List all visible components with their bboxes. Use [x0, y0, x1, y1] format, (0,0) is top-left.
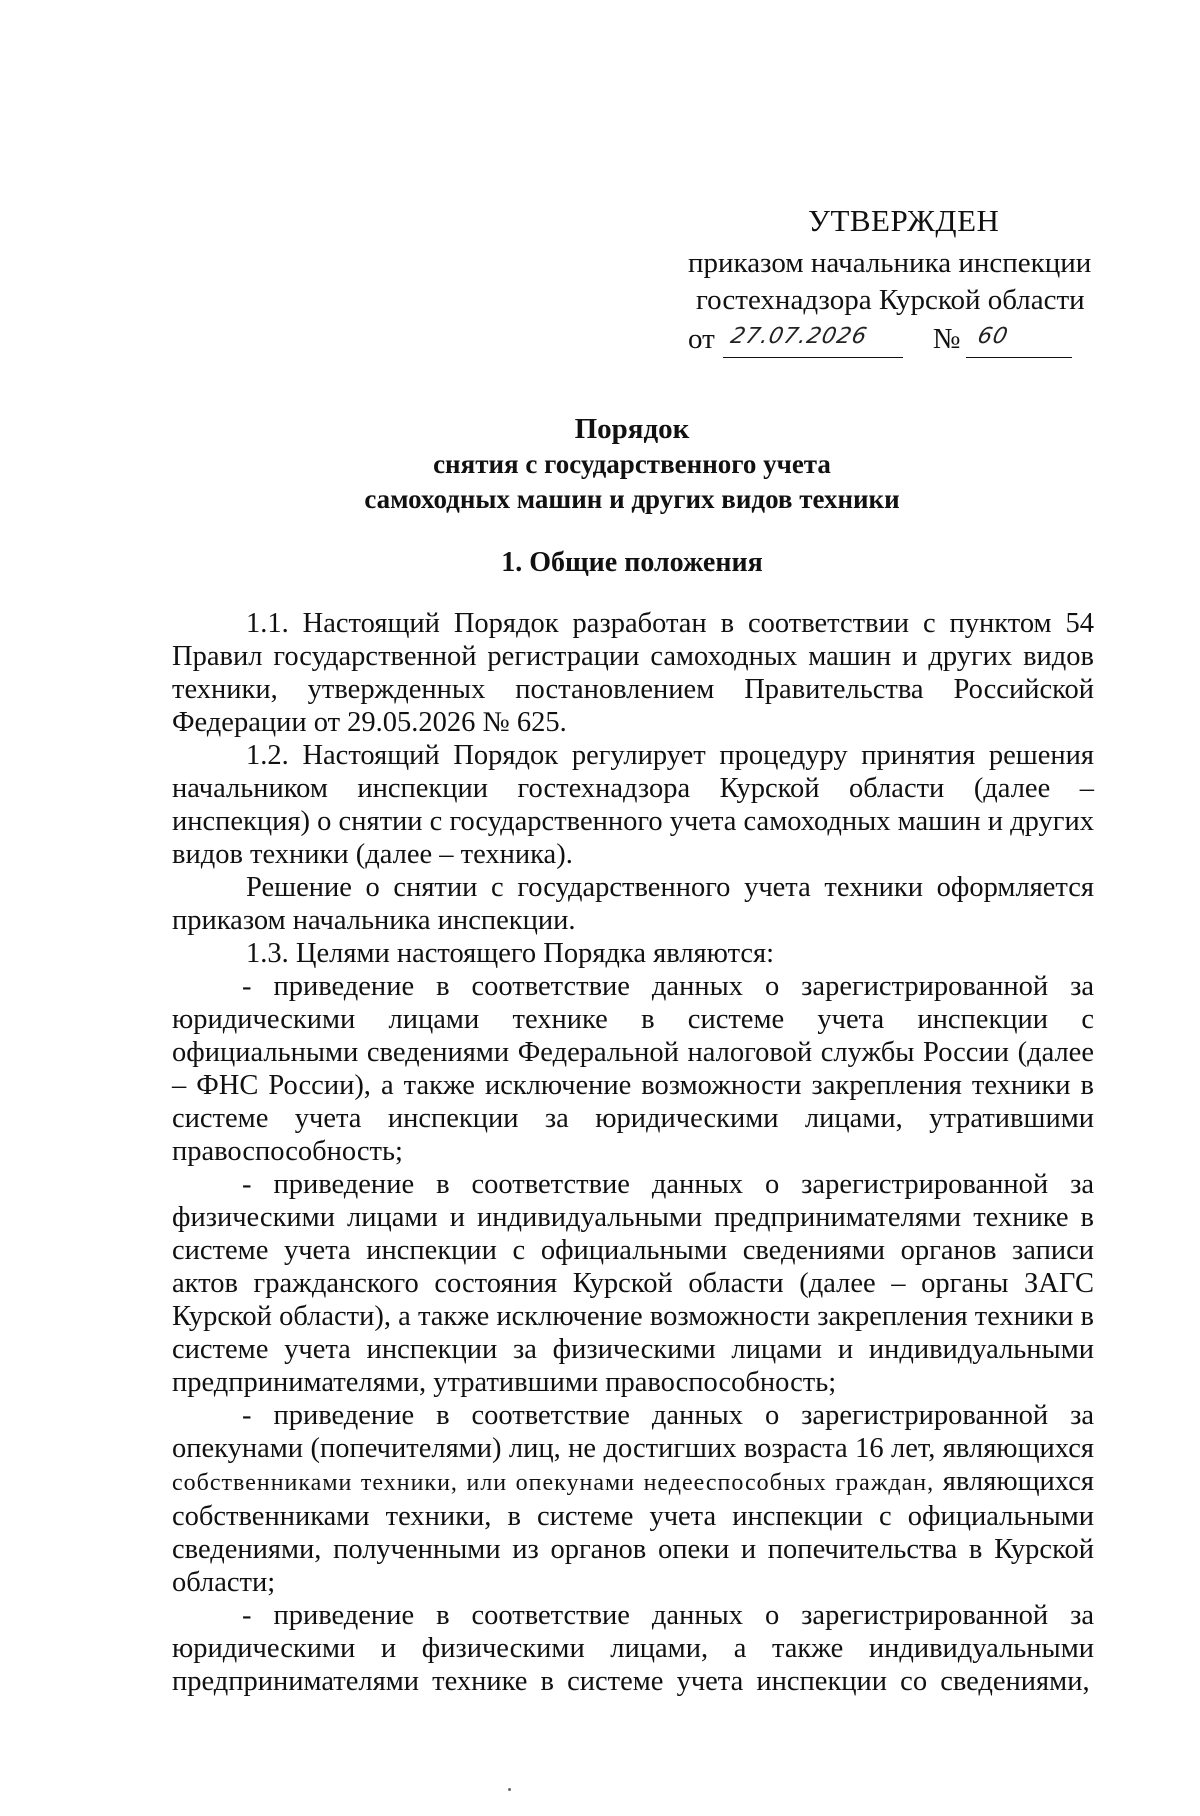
goal-item-3-part-3: являющихся собственниками техники, в системе учета инспекции с официальными сведениями, полученными из органов опеки и попечительства в Курской области;	[172, 1466, 1094, 1598]
paragraph-1-2-decision: Решение о снятии с государственного учета техники оформляется приказом начальника инспекции.	[172, 872, 1094, 936]
document-body	[172, 607, 1094, 1698]
goal-item-1: - приведение в соответствие данных о зарегистрированной за юридическими лицами технике в системе учета инспекции с официальными сведениями Федеральной налоговой службы России (далее – ФНС России), а также исключение возможности закрепления техники в системе учета инспекции за юридическими лицами, утратившими правоспособность;	[172, 971, 1094, 1167]
handwritten-number: 60	[975, 324, 1012, 349]
goal-item-2: - приведение в соответствие данных о зарегистрированной за физическими лицами и индивидуальными предпринимателями технике в системе учета инспекции с официальными сведениями органов записи актов гражданского состояния Курской области (далее – органы ЗАГС Курской области), а также исключение возможности закрепления техники в системе учета инспекции за физическими лицами и индивидуальными предпринимателями, утратившими правоспособность;	[172, 1169, 1094, 1398]
number-sign: №	[932, 323, 961, 355]
goal-item-3-part-1: - приведение в соответствие данных о зарегистрированной за опекунами (попечителями) лиц, не достигших возраста 16 лет, являющихся	[172, 1400, 1094, 1464]
title-line-1: Порядок	[574, 413, 690, 445]
paragraph-1-3: 1.3. Целями настоящего Порядка являются:	[246, 938, 775, 969]
date-field	[723, 324, 903, 358]
title-line-3: самоходных машин и других видов техники	[364, 484, 900, 514]
approval-line-2: гостехнадзора Курской области	[696, 284, 1085, 316]
goal-item-3-part-2: собственниками техники, или опекунами недееспособных граждан,	[172, 1470, 935, 1496]
handwritten-date: 27.07.2026	[728, 324, 870, 349]
approval-date-line	[688, 321, 1090, 358]
number-field	[966, 324, 1072, 358]
scan-speck	[508, 1788, 511, 1791]
date-prefix: от	[688, 323, 715, 355]
goal-item-4: - приведение в соответствие данных о зарегистрированной за юридическими и физическими лицами, а также индивидуальными предпринимателями технике в системе учета инспекции со сведениями,	[172, 1600, 1094, 1697]
title-line-2: снятия с государственного учета	[433, 449, 831, 479]
approval-line-1: приказом начальника инспекции	[688, 247, 1092, 279]
goal-item-3	[172, 1399, 1094, 1599]
approval-heading: УТВЕРЖДЕН	[808, 203, 1000, 238]
paragraph-1-2: 1.2. Настоящий Порядок регулирует процедуру принятия решения начальником инспекции гостехнадзора Курской области (далее – инспекция) о снятии с государственного учета самоходных машин и других видов техники (далее – техника).	[172, 740, 1094, 870]
approval-block	[688, 202, 1090, 358]
document-title	[0, 412, 1200, 517]
section-heading: 1. Общие положения	[501, 547, 763, 578]
paragraph-1-1: 1.1. Настоящий Порядок разработан в соответствии с пунктом 54 Правил государственной регистрации самоходных машин и других видов техники, утвержденных постановлением Правительства Российской Федерации от 29.05.2026 № 625.	[172, 608, 1094, 738]
